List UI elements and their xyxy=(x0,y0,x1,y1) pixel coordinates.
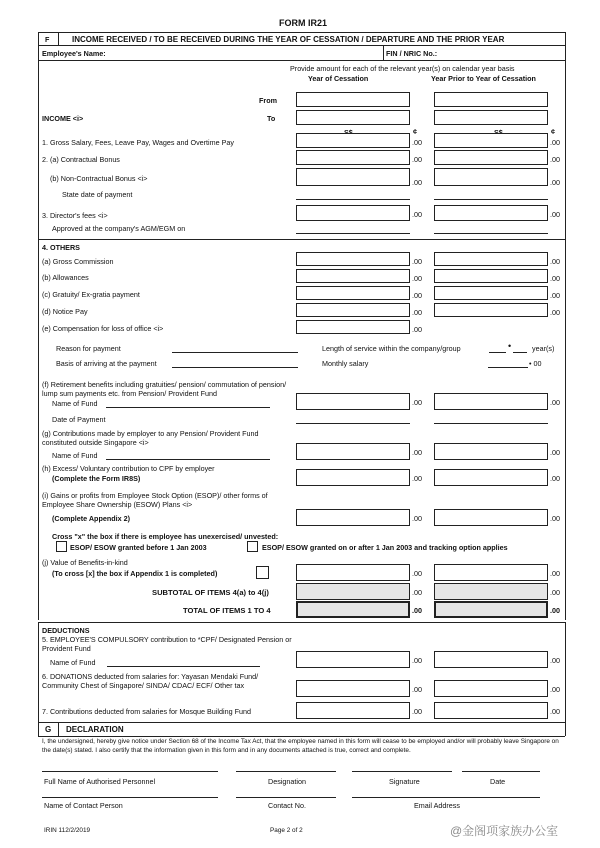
item-3-label: 3. Director's fees <i> xyxy=(42,211,108,220)
item-4b-cessation-amount[interactable] xyxy=(296,269,410,283)
deduction-6-label: 6. DONATIONS deducted from salaries for: Yayasan Mendaki Fund/ Community Chest of Singapore/ SINDA/ CDAC/ ECF/ Other tax xyxy=(42,672,259,690)
item-4i-prior-amount[interactable] xyxy=(434,509,548,526)
form-number: IRIN 112/2/2019 xyxy=(44,827,91,834)
deduction-7-cessation-amount[interactable] xyxy=(296,702,410,719)
cessation-to-input[interactable] xyxy=(296,110,410,125)
deduction-5-fund-line[interactable] xyxy=(107,666,260,667)
deduction-5-prior-amount[interactable] xyxy=(434,651,548,668)
item-4b-label: (b) Allowances xyxy=(42,273,89,282)
contact-name-line[interactable] xyxy=(42,797,218,798)
signature-label: Signature xyxy=(389,777,420,786)
deduction-5-fund-label: Name of Fund xyxy=(50,658,96,667)
item-4j-note: (To cross [x] the box if Appendix 1 is completed) xyxy=(52,569,218,578)
cents-value: .00 xyxy=(412,155,422,164)
esop-after-2003-label: ESOP/ ESOW granted on or after 1 Jan 2003 and tracking option applies xyxy=(262,543,508,552)
item-4a-cessation-amount[interactable] xyxy=(296,252,410,266)
cents-value: .00 xyxy=(412,210,422,219)
cents-value: .00 xyxy=(412,138,422,147)
cents-value: .00 xyxy=(550,308,560,317)
cents-value: .00 xyxy=(412,707,422,716)
subtotal-cessation-amount xyxy=(296,583,410,600)
item-2b-cessation-amount[interactable] xyxy=(296,168,410,186)
to-label: To xyxy=(267,114,276,123)
years-decimal-line[interactable] xyxy=(513,352,527,353)
total-label: TOTAL OF ITEMS 1 TO 4 xyxy=(183,606,271,615)
item-4d-prior-amount[interactable] xyxy=(434,303,548,317)
item-4f-label: (f) Retirement benefits including gratuities/ pension/ commutation of pension/ lump sum payments etc. from Pension/ Provident Fund xyxy=(42,380,287,398)
fund-name-line[interactable] xyxy=(106,407,270,408)
date-label: Date xyxy=(490,777,506,786)
deduction-7-prior-amount[interactable] xyxy=(434,702,548,719)
item-4h-prior-amount[interactable] xyxy=(434,469,548,486)
item-2a-prior-amount[interactable] xyxy=(434,150,548,165)
fin-nric-label: FIN / NRIC No.: xyxy=(386,49,438,58)
item-2b-prior-amount[interactable] xyxy=(434,168,548,186)
col-prior-header: Year Prior to Year of Cessation xyxy=(431,74,536,83)
item-4d-cessation-amount[interactable] xyxy=(296,303,410,317)
monthly-salary-label: Monthly salary xyxy=(322,359,369,368)
fund-name-line[interactable] xyxy=(106,459,270,460)
item-1-prior-amount[interactable] xyxy=(434,133,548,148)
cents-value: .00 xyxy=(550,474,560,483)
provide-amount-note: Provide amount for each of the relevant year(s) on calendar year basis xyxy=(290,64,515,73)
contact-no-line[interactable] xyxy=(236,797,336,798)
years-whole-line[interactable] xyxy=(489,352,506,353)
cents-value: .00 xyxy=(550,274,560,283)
cents-value: .00 xyxy=(412,514,422,523)
item-4g-cessation-amount[interactable] xyxy=(296,443,410,460)
cents-value: .00 xyxy=(412,656,422,665)
deduction-7-label: 7. Contributions deducted from salaries for Mosque Building Fund xyxy=(42,707,251,716)
employee-name-label: Employee's Name: xyxy=(42,49,106,58)
cents-value: .00 xyxy=(550,588,560,597)
item-4d-label: (d) Notice Pay xyxy=(42,307,88,316)
esop-before-2003-label: ESOP/ ESOW granted before 1 Jan 2003 xyxy=(70,543,207,552)
deduction-5-cessation-amount[interactable] xyxy=(296,651,410,668)
monthly-salary-cents: • 00 xyxy=(529,359,542,368)
date-of-payment-label: Date of Payment xyxy=(52,415,106,424)
cents-value: .00 xyxy=(550,707,560,716)
cents-value: .00 xyxy=(550,656,560,665)
section-g-title: DECLARATION xyxy=(66,725,124,734)
item-4h-note: (Complete the Form IR8S) xyxy=(52,474,141,483)
deduction-6-prior-amount[interactable] xyxy=(434,680,548,697)
cents-value: .00 xyxy=(412,474,422,483)
monthly-salary-line[interactable] xyxy=(488,367,528,368)
cents-value: .00 xyxy=(550,155,560,164)
item-4i-note: (Complete Appendix 2) xyxy=(52,514,131,523)
item-4j-prior-amount[interactable] xyxy=(434,564,548,581)
cents-value: .00 xyxy=(550,606,560,615)
cents-value: .00 xyxy=(550,178,560,187)
item-4j-label: (j) Value of Benefits-in-kind xyxy=(42,558,128,567)
cents-value: .00 xyxy=(412,274,422,283)
item-3-agm-label: Approved at the company's AGM/EGM on xyxy=(52,224,186,233)
prior-from-input[interactable] xyxy=(434,92,548,107)
cents-value: .00 xyxy=(412,257,422,266)
contact-name-label: Name of Contact Person xyxy=(44,801,123,810)
date-line[interactable] xyxy=(462,771,540,772)
total-cessation-amount xyxy=(296,601,410,618)
item-4e-cessation-amount[interactable] xyxy=(296,320,410,334)
cents-value: .00 xyxy=(412,448,422,457)
item-4b-prior-amount[interactable] xyxy=(434,269,548,283)
item-2b-date-label: State date of payment xyxy=(62,190,133,199)
col-cessation-header: Year of Cessation xyxy=(308,74,369,83)
cents-value: .00 xyxy=(550,398,560,407)
item-4c-prior-amount[interactable] xyxy=(434,286,548,300)
item-4j-cessation-amount[interactable] xyxy=(296,564,410,581)
length-service-label: Length of service within the company/group xyxy=(322,344,461,353)
item-2a-label: 2. (a) Contractual Bonus xyxy=(42,155,120,164)
prior-to-input[interactable] xyxy=(434,110,548,125)
cents-value: .00 xyxy=(412,178,422,187)
cross-x-instruction: Cross "x" the box if there is employee has unexercised/ unvested: xyxy=(52,532,279,541)
name-of-fund-label: Name of Fund xyxy=(52,451,98,460)
cents-value: .00 xyxy=(550,514,560,523)
item-4i-cessation-amount[interactable] xyxy=(296,509,410,526)
item-4c-label: (c) Gratuity/ Ex-gratia payment xyxy=(42,290,140,299)
item-3-prior-amount[interactable] xyxy=(434,205,548,221)
esop-before-2003-checkbox[interactable] xyxy=(56,541,67,552)
cents-value: .00 xyxy=(412,569,422,578)
designation-label: Designation xyxy=(268,777,306,786)
deduction-6-cessation-amount[interactable] xyxy=(296,680,410,697)
reason-input-line[interactable] xyxy=(172,352,298,353)
cents-label: ¢ xyxy=(413,127,417,136)
email-line[interactable] xyxy=(352,797,540,798)
item-2b-label: (b) Non-Contractual Bonus <i> xyxy=(50,174,148,183)
reason-label: Reason for payment xyxy=(56,344,121,353)
section-f-letter: F xyxy=(45,35,50,44)
item-1-cessation-amount[interactable] xyxy=(296,133,410,148)
item-1-label: 1. Gross Salary, Fees, Leave Pay, Wages and Overtime Pay xyxy=(42,138,235,147)
section-f-title: INCOME RECEIVED / TO BE RECEIVED DURING THE YEAR OF CESSATION / DEPARTURE AND THE PRIOR YEAR xyxy=(72,35,505,44)
cents-label: ¢ xyxy=(551,127,555,136)
signature-line[interactable] xyxy=(352,771,452,772)
subtotal-prior-amount xyxy=(434,583,548,600)
appendix-1-checkbox[interactable] xyxy=(256,566,269,579)
cents-value: .00 xyxy=(550,569,560,578)
item-4f-prior-amount[interactable] xyxy=(434,393,548,410)
item-4-label: 4. OTHERS xyxy=(42,243,80,252)
item-4f-cessation-amount[interactable] xyxy=(296,393,410,410)
page-number: Page 2 of 2 xyxy=(270,827,303,834)
cents-value: .00 xyxy=(412,325,422,334)
declaration-text: I, the undersigned, hereby give notice under Section 68 of the Income Tax Act, that the employee named in this form will cease to be employed and/or will probably leave Singapore on the date(s) stated. I also certify that the information given in this form and in any documents attached is true, correct and complete. xyxy=(42,738,559,754)
full-name-line[interactable] xyxy=(42,771,218,772)
cents-value: .00 xyxy=(412,291,422,300)
cents-value: .00 xyxy=(550,685,560,694)
item-2a-cessation-amount[interactable] xyxy=(296,150,410,165)
basis-label: Basis of arriving at the payment xyxy=(56,359,157,368)
item-4c-cessation-amount[interactable] xyxy=(296,286,410,300)
deduction-5-label: 5. EMPLOYEE'S COMPULSORY contribution to *CPF/ Designated Pension or Provident Fund xyxy=(42,635,292,653)
cents-value: .00 xyxy=(412,588,422,597)
item-4e-label: (e) Compensation for loss of office <i> xyxy=(42,324,164,333)
total-prior-amount xyxy=(434,601,548,618)
item-4h-cessation-amount[interactable] xyxy=(296,469,410,486)
cents-value: .00 xyxy=(412,308,422,317)
item-4i-label: (i) Gains or profits from Employee Stock Option (ESOP)/ other forms of Employee Share Ownership (ESOW) Plans <i> xyxy=(42,491,268,509)
email-label: Email Address xyxy=(414,801,460,810)
basis-input-line[interactable] xyxy=(172,367,298,368)
years-label: year(s) xyxy=(532,344,555,353)
cents-value: .00 xyxy=(550,448,560,457)
cessation-from-input[interactable] xyxy=(296,92,410,107)
subtotal-label: SUBTOTAL OF ITEMS 4(a) to 4(j) xyxy=(152,588,269,597)
full-name-label: Full Name of Authorised Personnel xyxy=(44,777,156,786)
contact-no-label: Contact No. xyxy=(268,801,306,810)
from-label: From xyxy=(259,96,277,105)
item-4a-label: (a) Gross Commission xyxy=(42,257,114,266)
item-4h-label: (h) Excess/ Voluntary contribution to CPF by employer xyxy=(42,464,215,473)
section-g-letter: G xyxy=(45,725,52,734)
item-4g-label: (g) Contributions made by employer to any Pension/ Provident Fund constituted outside Singapore <i> xyxy=(42,429,259,447)
cents-value: .00 xyxy=(550,257,560,266)
cents-value: .00 xyxy=(412,606,422,615)
cents-value: .00 xyxy=(550,210,560,219)
item-3-cessation-amount[interactable] xyxy=(296,205,410,221)
item-4g-prior-amount[interactable] xyxy=(434,443,548,460)
designation-line[interactable] xyxy=(236,771,336,772)
item-4a-prior-amount[interactable] xyxy=(434,252,548,266)
income-label: INCOME <i> xyxy=(42,114,84,123)
cents-value: .00 xyxy=(412,398,422,407)
esop-after-2003-checkbox[interactable] xyxy=(247,541,258,552)
cents-value: .00 xyxy=(550,291,560,300)
cents-value: .00 xyxy=(550,138,560,147)
deductions-title: DEDUCTIONS xyxy=(42,626,90,635)
name-of-fund-label: Name of Fund xyxy=(52,399,98,408)
form-title: FORM IR21 xyxy=(279,18,328,28)
cents-value: .00 xyxy=(412,685,422,694)
watermark: @金阁项家族办公室 xyxy=(450,824,559,838)
